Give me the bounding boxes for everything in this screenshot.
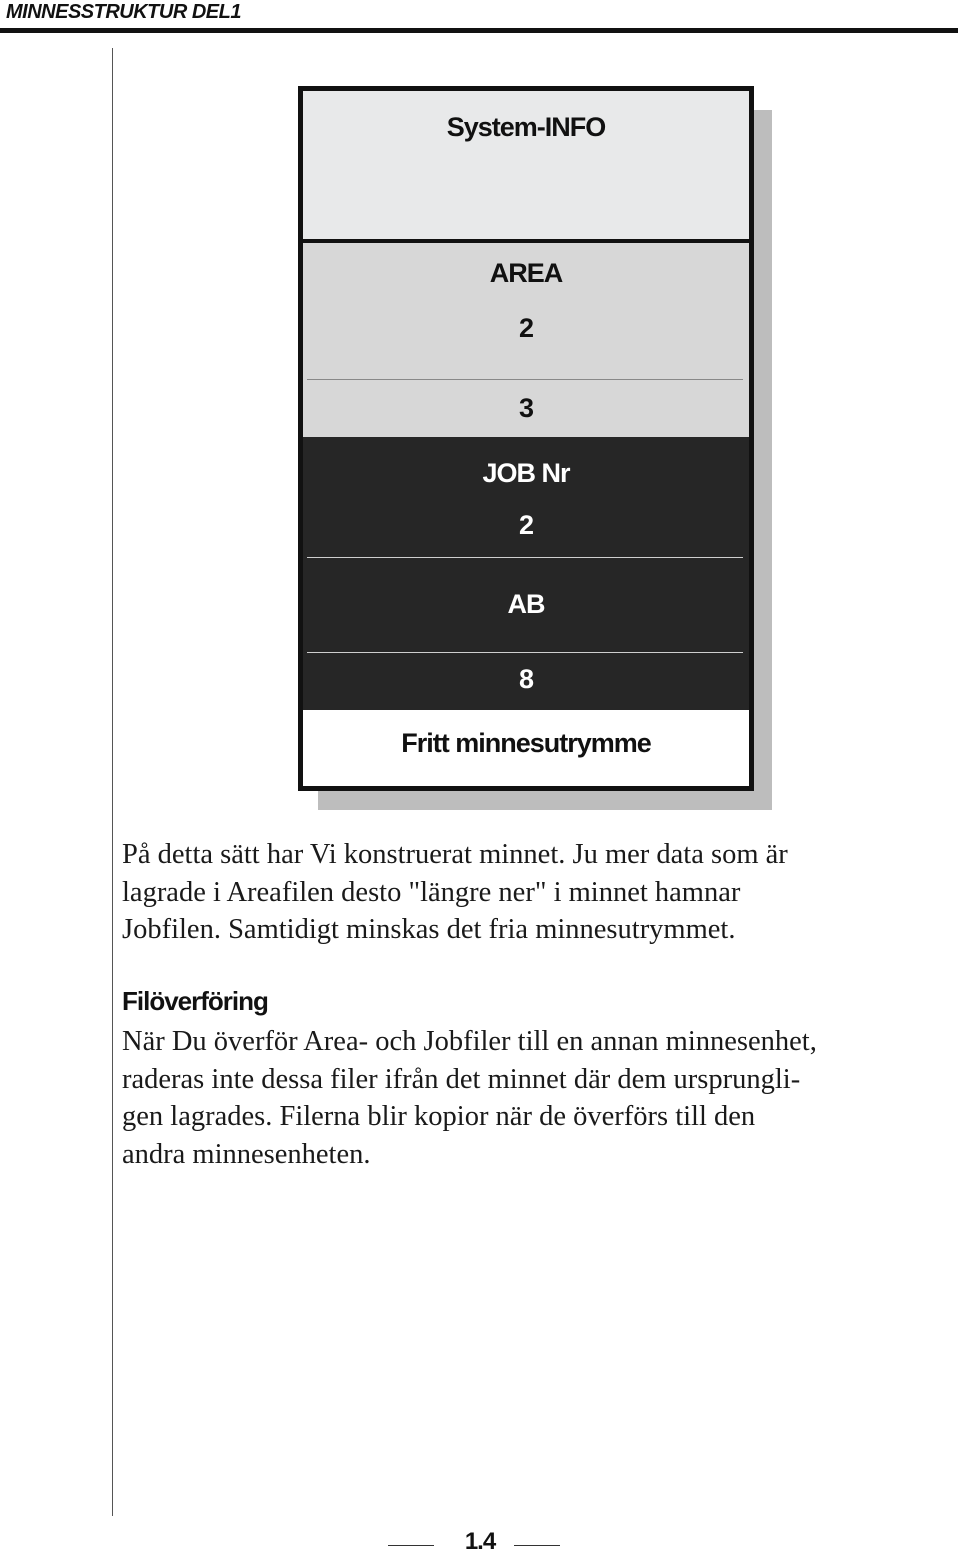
job-divider-2 [307, 652, 743, 653]
margin-line [112, 48, 113, 1516]
job-title: JOB Nr [482, 458, 570, 488]
paragraph-line: På detta sätt har Vi konstruerat minnet. Ju mer data som är [122, 839, 788, 870]
section-heading: Filöverföring [122, 986, 268, 1016]
paragraph-line: Jobfilen. Samtidigt minskas det fria minnesutrymmet. [122, 914, 736, 945]
page-number: 1.4 [464, 1528, 496, 1555]
memory-structure-diagram [298, 86, 754, 791]
header-rule [0, 28, 958, 33]
system-info-segment [303, 91, 749, 243]
paragraph-memory-description [122, 836, 952, 949]
job-item-2: AB [507, 589, 545, 619]
area-title: AREA [489, 258, 563, 288]
paragraph-line: När Du överför Area- och Jobfiler till en annan minnesenhet, [122, 1026, 817, 1057]
header-title: MINNESSTRUKTUR DEL1 [6, 1, 241, 23]
job-divider-1 [307, 557, 743, 558]
free-memory-label: Fritt minnesutrymme [401, 728, 651, 758]
area-segment [303, 243, 749, 437]
job-item-3: 8 [518, 664, 534, 694]
paragraph-line: lagrade i Areafilen desto "längre ner" i minnet hamnar [122, 876, 741, 908]
footer-rule-right [514, 1545, 560, 1546]
job-item-1: 2 [518, 510, 534, 540]
system-info-label: System-INFO [446, 112, 606, 142]
job-segment [303, 437, 749, 710]
area-item-2: 3 [518, 393, 534, 423]
paragraph-line: gen lagrades. Filerna blir kopior när de överförs till den [122, 1101, 756, 1132]
area-item-1: 2 [518, 313, 534, 343]
paragraph-file-transfer [122, 1023, 952, 1173]
paragraph-line: raderas inte dessa filer ifrån det minnet där dem ursprungli- [122, 1063, 801, 1095]
free-memory-segment [303, 710, 749, 786]
area-divider [307, 379, 743, 380]
footer-rule-left [388, 1545, 434, 1546]
paragraph-line: andra minnesenheten. [122, 1138, 371, 1170]
